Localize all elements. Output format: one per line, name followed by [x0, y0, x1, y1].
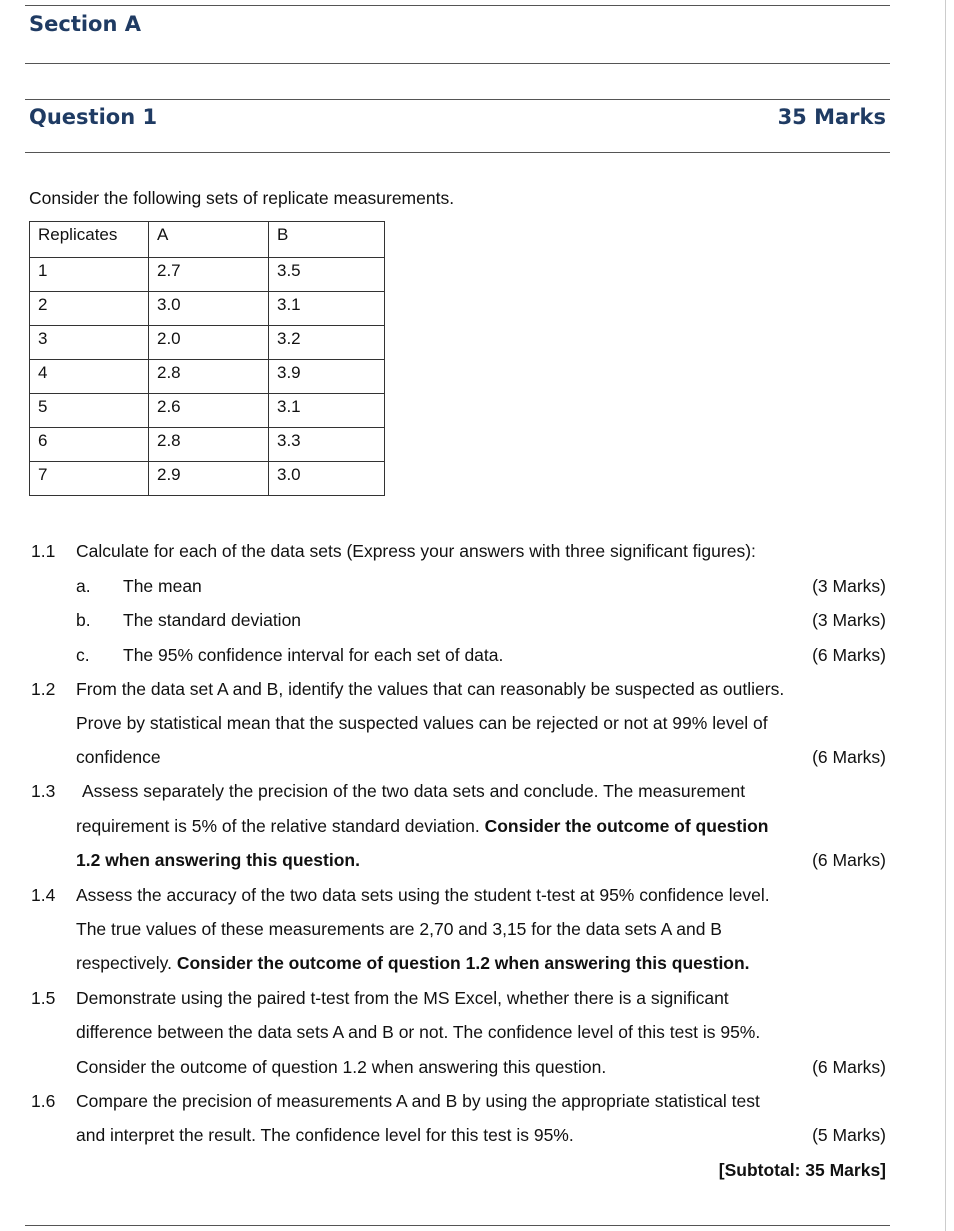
table-row — [30, 462, 385, 496]
q1-5-line1: Demonstrate using the paired t-test from the MS Excel, whether there is a significant — [76, 988, 729, 1008]
table-cell: 3 — [30, 326, 149, 360]
q1-5-marks: (6 Marks) — [812, 1057, 886, 1077]
question-bottom-rule — [25, 152, 890, 153]
q1-3-line2-text: requirement is 5% of the relative standard deviation. — [76, 816, 480, 836]
section-title: Section A — [29, 12, 141, 36]
section-rule — [25, 63, 890, 64]
table-cell: 2.8 — [149, 428, 269, 462]
q1-5-line2: difference between the data sets A and B or not. The confidence level of this test is 95%. — [76, 1022, 761, 1042]
table-cell: 3.3 — [269, 428, 385, 462]
q1-1a-letter: a. — [76, 576, 91, 596]
table-cell: 7 — [30, 462, 149, 496]
q1-3-line1: Assess separately the precision of the two data sets and conclude. The measurement — [82, 781, 746, 801]
q1-2-line1: From the data set A and B, identify the values that can reasonably be suspected as outliers. — [76, 679, 785, 699]
table-row — [30, 360, 385, 394]
q1-3-number: 1.3 — [31, 781, 56, 801]
q1-4-line3-text: respectively. — [76, 953, 172, 973]
measurements-table — [29, 221, 385, 496]
table-cell: 2 — [30, 292, 149, 326]
intro-text: Consider the following sets of replicate measurements. — [29, 188, 455, 208]
bottom-rule — [25, 1225, 890, 1226]
table-row — [30, 326, 385, 360]
header-cell: B — [269, 222, 385, 258]
table-cell: 2.8 — [149, 360, 269, 394]
header-cell: Replicates — [30, 222, 149, 258]
table-row — [30, 258, 385, 292]
q1-2-marks: (6 Marks) — [812, 747, 886, 767]
q1-3-line2 — [76, 816, 768, 837]
table-cell: 3.1 — [269, 394, 385, 428]
q1-3-line2-bold: Consider the outcome of question — [484, 816, 769, 836]
question-top-rule — [25, 99, 890, 100]
page-edge — [945, 0, 946, 1231]
table-row — [30, 292, 385, 326]
q1-6-number: 1.6 — [31, 1091, 56, 1111]
table-row — [30, 394, 385, 428]
table-cell: 2.0 — [149, 326, 269, 360]
table-cell: 2.9 — [149, 462, 269, 496]
table-cell: 3.0 — [149, 292, 269, 326]
q1-1-number: 1.1 — [31, 541, 56, 561]
q1-1c-text: The 95% confidence interval for each set of data. — [123, 645, 504, 665]
header-cell: A — [149, 222, 269, 258]
q1-2-line2: Prove by statistical mean that the suspected values can be rejected or not at 99% level of — [76, 713, 768, 733]
table-cell: 2.7 — [149, 258, 269, 292]
table-cell: 5 — [30, 394, 149, 428]
table-cell: 3.1 — [269, 292, 385, 326]
q1-4-line1: Assess the accuracy of the two data sets using the student t-test at 95% confidence level. — [76, 885, 770, 905]
q1-1c-letter: c. — [76, 645, 90, 665]
table-cell: 1 — [30, 258, 149, 292]
table-cell: 3.9 — [269, 360, 385, 394]
q1-2-line3: confidence — [76, 747, 161, 767]
q1-2-number: 1.2 — [31, 679, 56, 699]
q1-3-marks: (6 Marks) — [812, 850, 886, 870]
table-row — [30, 428, 385, 462]
q1-1a-text: The mean — [123, 576, 202, 596]
question-title: Question 1 — [29, 105, 158, 129]
q1-5-line3: Consider the outcome of question 1.2 when answering this question. — [76, 1057, 607, 1077]
table-header-row — [30, 222, 385, 258]
top-rule — [25, 5, 890, 6]
q1-4-number: 1.4 — [31, 885, 56, 905]
table-cell: 3.0 — [269, 462, 385, 496]
q1-3-line3-bold: 1.2 when answering this question. — [76, 850, 360, 870]
q1-6-marks: (5 Marks) — [812, 1125, 886, 1145]
table-cell: 4 — [30, 360, 149, 394]
q1-1b-letter: b. — [76, 610, 91, 630]
question-marks: 35 Marks — [777, 105, 886, 129]
q1-6-line2: and interpret the result. The confidence level for this test is 95%. — [76, 1125, 574, 1145]
table-cell: 2.6 — [149, 394, 269, 428]
q1-4-line3-bold: Consider the outcome of question 1.2 when answering this question. — [176, 953, 750, 973]
q1-3-line3 — [76, 850, 360, 871]
q1-1a-marks: (3 Marks) — [812, 576, 886, 596]
table-cell: 6 — [30, 428, 149, 462]
q1-5-number: 1.5 — [31, 988, 56, 1008]
q1-1c-marks: (6 Marks) — [812, 645, 886, 665]
q1-1b-text: The standard deviation — [123, 610, 302, 630]
table-cell: 3.2 — [269, 326, 385, 360]
q1-1-text: Calculate for each of the data sets (Express your answers with three significant figures): — [76, 541, 756, 561]
table-cell: 3.5 — [269, 258, 385, 292]
q1-4-line2: The true values of these measurements are 2,70 and 3,15 for the data sets A and B — [76, 919, 722, 939]
q1-1b-marks: (3 Marks) — [812, 610, 886, 630]
subtotal: [Subtotal: 35 Marks] — [718, 1160, 886, 1180]
q1-6-line1: Compare the precision of measurements A and B by using the appropriate statistical test — [76, 1091, 760, 1111]
q1-4-line3 — [76, 953, 750, 974]
